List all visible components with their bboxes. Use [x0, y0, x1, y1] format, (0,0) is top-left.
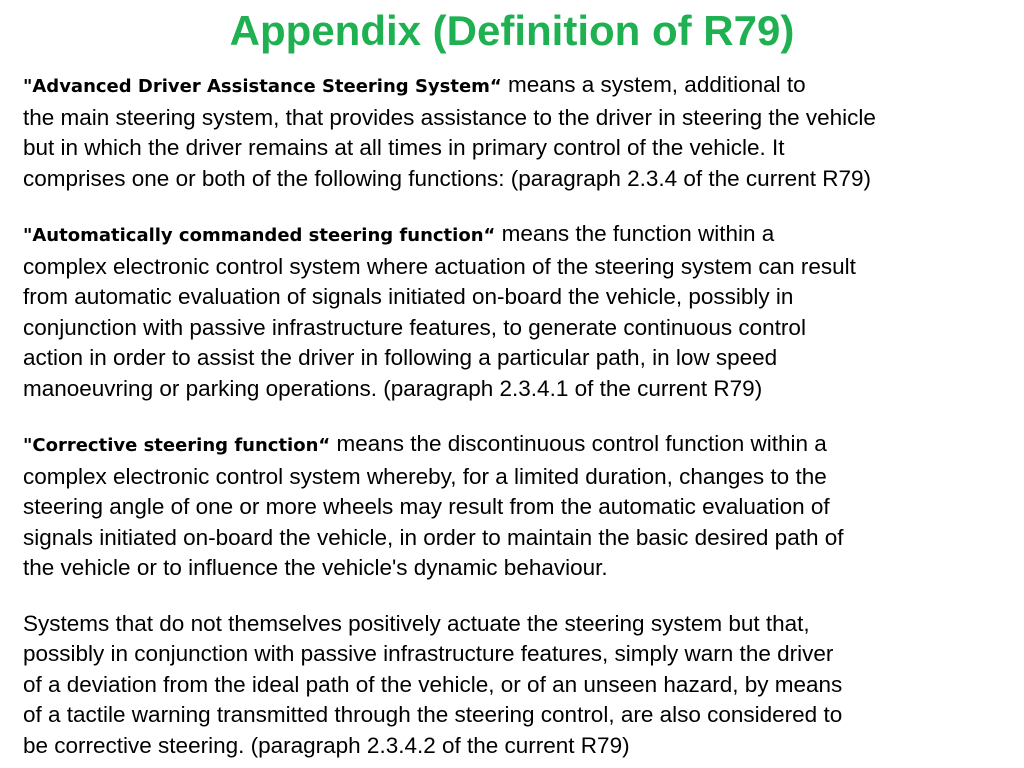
definition-line: action in order to assist the driver in following a particular path, in low speed — [23, 345, 778, 370]
definition-line: steering angle of one or more wheels may result from the automatic evaluation of — [23, 494, 830, 519]
definition-line — [23, 219, 1001, 252]
definition-csf-paragraph — [23, 429, 1001, 584]
definition-line: complex electronic control system where actuation of the steering system can result — [23, 253, 856, 279]
definition-term: "Advanced Driver Assistance Steering System“ — [23, 76, 502, 97]
note-line: of a tactile warning transmitted through the steering control, are also considered to — [23, 702, 843, 727]
definition-line: manoeuvring or parking operations. (paragraph 2.3.4.1 of the current R79) — [23, 375, 763, 401]
definition-term: "Automatically commanded steering function“ — [23, 225, 496, 246]
definition-line: the vehicle or to influence the vehicle's dynamic behaviour. — [23, 555, 608, 580]
note-line: possibly in conjunction with passive infrastructure features, simply warn the driver — [23, 641, 834, 666]
note-line: of a deviation from the ideal path of the vehicle, or of an unseen hazard, by means — [23, 671, 843, 697]
definition-line: conjunction with passive infrastructure features, to generate continuous control — [23, 314, 806, 340]
definition-line: the main steering system, that provides assistance to the driver in steering the vehicle — [23, 104, 876, 130]
definition-adas-paragraph — [23, 70, 1001, 194]
definition-line: comprises one or both of the following functions: (paragraph 2.3.4 of the current R79) — [23, 165, 871, 191]
definition-acsf-paragraph — [23, 219, 1001, 404]
definition-line: complex electronic control system whereby, for a limited duration, changes to the — [23, 463, 827, 489]
definition-line — [23, 429, 1001, 462]
definition-text: means a system, additional to — [501, 72, 806, 97]
definition-line: signals initiated on-board the vehicle, in order to maintain the basic desired path of — [23, 524, 844, 550]
definitions-body — [23, 70, 1001, 761]
definition-line: but in which the driver remains at all times in primary control of the vehicle. It — [23, 135, 785, 160]
corrective-steering-note-paragraph — [23, 609, 1001, 762]
note-line: Systems that do not themselves positively actuate the steering system but that, — [23, 610, 810, 636]
definition-line: from automatic evaluation of signals initiated on-board the vehicle, possibly in — [23, 284, 794, 309]
definition-text: means the discontinuous control function within a — [330, 431, 827, 456]
page-title: Appendix (Definition of R79) — [229, 7, 795, 54]
definition-term: "Corrective steering function“ — [23, 435, 331, 456]
definition-line — [23, 70, 1001, 103]
definition-text: means the function within a — [495, 221, 775, 246]
note-line: be corrective steering. (paragraph 2.3.4.2 of the current R79) — [23, 732, 630, 758]
